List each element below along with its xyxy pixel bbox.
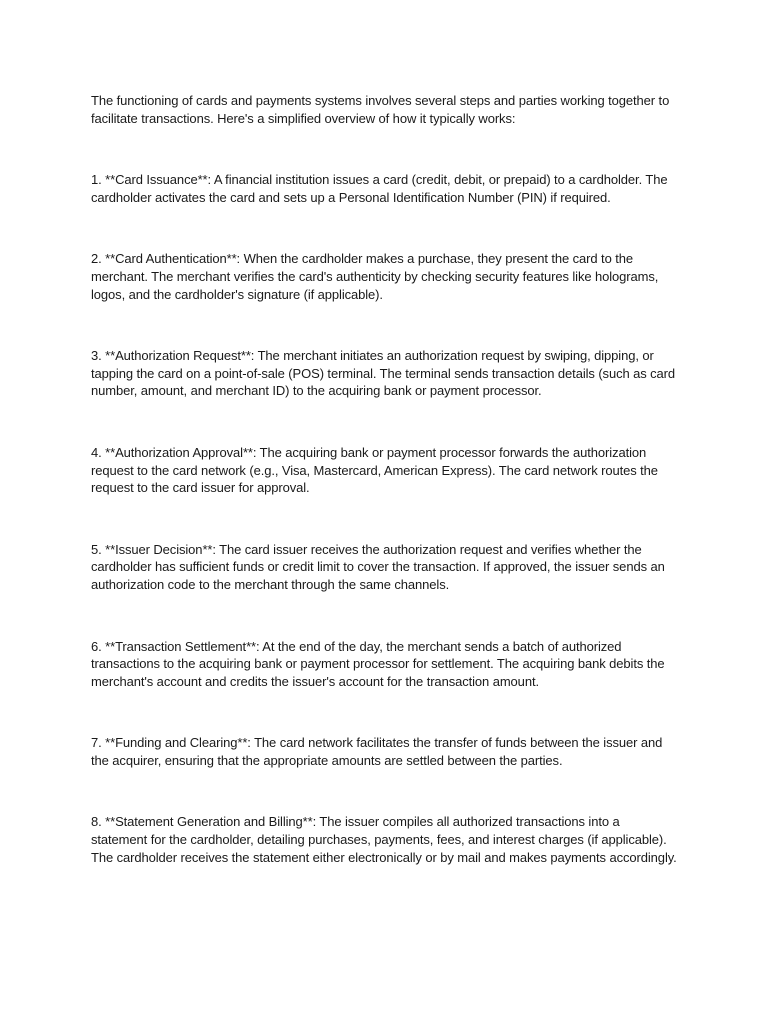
step-card-issuance: 1. **Card Issuance**: A financial institution issues a card (credit, debit, or prepaid) to a cardholder. The cardholder activates the card and sets up a Personal Identification Number (PIN) if required. xyxy=(91,172,668,205)
step-card-authentication: 2. **Card Authentication**: When the cardholder makes a purchase, they present the card to the merchant. The merchant verifies the card's authenticity by checking security features like holograms, logos, and the cardholder's signature (if applicable). xyxy=(91,251,659,302)
intro-paragraph: The functioning of cards and payments systems involves several steps and parties working together to facilitate transactions. Here's a simplified overview of how it typically works: xyxy=(91,93,670,126)
step-issuer-decision: 5. **Issuer Decision**: The card issuer receives the authorization request and verifies whether the cardholder has sufficient funds or credit limit to cover the transaction. If approved, the issuer sends an authorization code to the merchant through the same channels. xyxy=(91,541,665,592)
step-statement-generation: 8. **Statement Generation and Billing**: The issuer compiles all authorized transactions into a statement for the cardholder, detailing purchases, payments, fees, and interest charges (if applicable). The cardholder receives the statement either electronically or by mail and makes payments accordingly. xyxy=(91,814,677,865)
step-authorization-request: 3. **Authorization Request**: The merchant initiates an authorization request by swiping, dipping, or tapping the card on a point-of-sale (POS) terminal. The terminal sends transaction details (such as card number, amount, and merchant ID) to the acquiring bank or payment processor. xyxy=(91,348,676,399)
step-transaction-settlement: 6. **Transaction Settlement**: At the end of the day, the merchant sends a batch of authorized transactions to the acquiring bank or payment processor for settlement. The acquiring bank debits the merchant's account and credits the issuer's account for the transaction amount. xyxy=(91,638,665,689)
document-body xyxy=(91,92,677,910)
step-funding-and-clearing: 7. **Funding and Clearing**: The card network facilitates the transfer of funds between the issuer and the acquirer, ensuring that the appropriate amounts are settled between the parties. xyxy=(91,735,663,768)
step-authorization-approval: 4. **Authorization Approval**: The acquiring bank or payment processor forwards the authorization request to the card network (e.g., Visa, Mastercard, American Express). The card network routes the request to the card issuer for approval. xyxy=(91,444,658,496)
